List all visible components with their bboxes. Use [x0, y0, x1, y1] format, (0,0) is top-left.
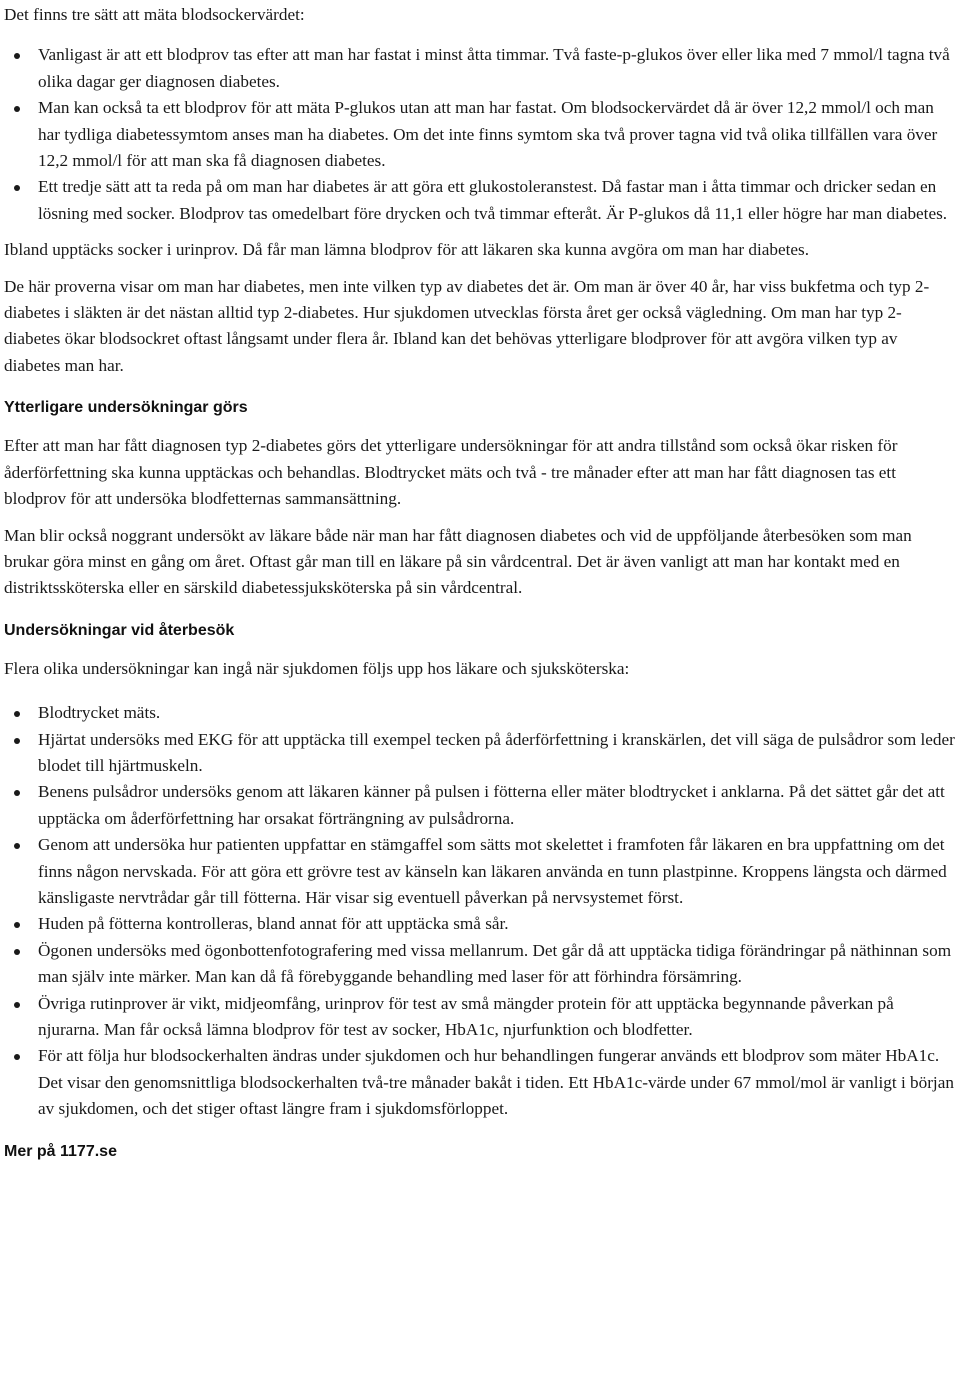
bullet-icon	[14, 1054, 20, 1060]
bullet-icon	[14, 738, 20, 744]
more-info-link[interactable]: Mer på 1177.se	[4, 1142, 117, 1160]
heading-followup-examinations: Undersökningar vid återbesök	[4, 621, 235, 639]
bullet-icon	[14, 1002, 20, 1008]
list-item: Ögonen undersöks med ögonbottenfotografering med vissa mellanrum. Det går då att upptäcka tidiga förändringar på näthinnan som man själv inte märker. Man kan då få förebyggande behandling med laser för att förhindra försämring.	[38, 938, 958, 991]
bullet-icon	[14, 949, 20, 955]
intro-text: Det finns tre sätt att mäta blodsockervärdet:	[4, 5, 305, 24]
followup-list	[4, 700, 958, 1123]
document-page	[4, 0, 958, 1163]
bullet-icon	[14, 843, 20, 849]
list-item: Huden på fötterna kontrolleras, bland annat för att upptäcka små sår.	[38, 911, 958, 937]
bullet-icon	[14, 711, 20, 717]
bullet-icon	[14, 106, 20, 112]
bullet-icon	[14, 53, 20, 59]
paragraph-further-1: Efter att man har fått diagnosen typ 2-diabetes görs det ytterligare undersökningar för att andra tillstånd som också ökar risken för åderförfettning ska kunna upptäckas och behandlas. Blodtrycket mäts och två - tre månader efter att man har fått diagnosen tas ett blodprov för att undersöka blodfetternas sammansättning.	[4, 436, 898, 509]
bullet-icon	[14, 185, 20, 191]
list-item: Övriga rutinprover är vikt, midjeomfång, urinprov för test av små mängder protein för att upptäcka begynnande påverkan på njurarna. Man får också lämna blodprov för test av socker, HbA1c, njurfunktion och blodfetter.	[38, 991, 958, 1044]
list-item: Vanligast är att ett blodprov tas efter att man har fastat i minst åtta timmar. Två faste-p-glukos över eller lika med 7 mmol/l tagna två olika dagar ger diagnosen diabetes.	[38, 42, 958, 95]
list-item: För att följa hur blodsockerhalten ändras under sjukdomen och hur behandlingen fungerar används ett blodprov som mäter HbA1c. Det visar den genomsnittliga blodsockerhalten två-tre månader bakåt i tiden. Ett HbA1c-värde under 67 mmol/mol är vanligt i början av sjukdomen, och det stiger oftast längre fram i sjukdomsförloppet.	[38, 1043, 958, 1122]
bullet-icon	[14, 922, 20, 928]
list-item: Man kan också ta ett blodprov för att mäta P-glukos utan att man har fastat. Om blodsockervärdet då är över 12,2 mmol/l och man har tydliga diabetessymtom anses man ha diabetes. Om det inte finns symtom ska två prover tagna vid två olika tillfällen vara över 12,2 mmol/l för att man ska få diagnosen diabetes.	[38, 95, 958, 174]
heading-further-examinations: Ytterligare undersökningar görs	[4, 399, 248, 417]
bullet-icon	[14, 790, 20, 796]
list-item: Hjärtat undersöks med EKG för att upptäcka till exempel tecken på åderförfettning i kranskärlen, det vill säga de pulsådror som leder blodet till hjärtmuskeln.	[38, 727, 958, 780]
list-item: Blodtrycket mäts.	[38, 700, 958, 726]
list-item: Ett tredje sätt att ta reda på om man har diabetes är att göra ett glukostoleranstest. Då fastar man i åtta timmar och dricker sedan en lösning med socker. Blodprov tas omedelbart före drycken och två timmar efteråt. Är P-glukos då 11,1 eller högre har man diabetes.	[38, 174, 958, 227]
paragraph-types: De här proverna visar om man har diabetes, men inte vilken typ av diabetes det är. Om man är över 40 år, har viss bukfetma och typ 2-diabetes i släkten är det nästan alltid typ 2-diabetes. Hur sjukdomen utvecklas första året ger också vägledning. Om man har typ 2-diabetes ökar blodsockret oftast långsamt under flera år. Ibland kan det behövas ytterligare blodprover för att avgöra vilken typ av diabetes man har.	[4, 276, 930, 375]
paragraph-further-2: Man blir också noggrant undersökt av läkare både när man har fått diagnosen diabetes och vid de uppföljande återbesöken som man brukar göra minst en gång om året. Oftast går man till en läkare på sin vårdcentral. Det är även vanligt att man har kontakt med en distriktssköterska eller en särskild diabetessjuksköterska på sin vårdcentral.	[4, 525, 912, 598]
list-item: Genom att undersöka hur patienten uppfattar en stämgaffel som sätts mot skelettet i framfoten får läkaren en bra uppfattning om det finns någon nervskada. För att göra ett grövre test av känseln kan läkaren använda en tunn plastpinne. Kroppens längsta och därmed känsligaste nervtrådar går till fötterna. Här visar sig eventuell påverkan på nervsystemet först.	[38, 832, 958, 911]
list-item: Benens pulsådror undersöks genom att läkaren känner på pulsen i fötterna eller mäter blodtrycket i anklarna. På det sättet går det att upptäcka om åderförfettning har orsakat förträngning av pulsådrorna.	[38, 779, 958, 832]
paragraph-followup-intro: Flera olika undersökningar kan ingå när sjukdomen följs upp hos läkare och sjuksköterska:	[4, 658, 630, 678]
paragraph-urine: Ibland upptäcks socker i urinprov. Då får man lämna blodprov för att läkaren ska kunna avgöra om man har diabetes.	[4, 240, 809, 260]
methods-list	[4, 42, 958, 227]
